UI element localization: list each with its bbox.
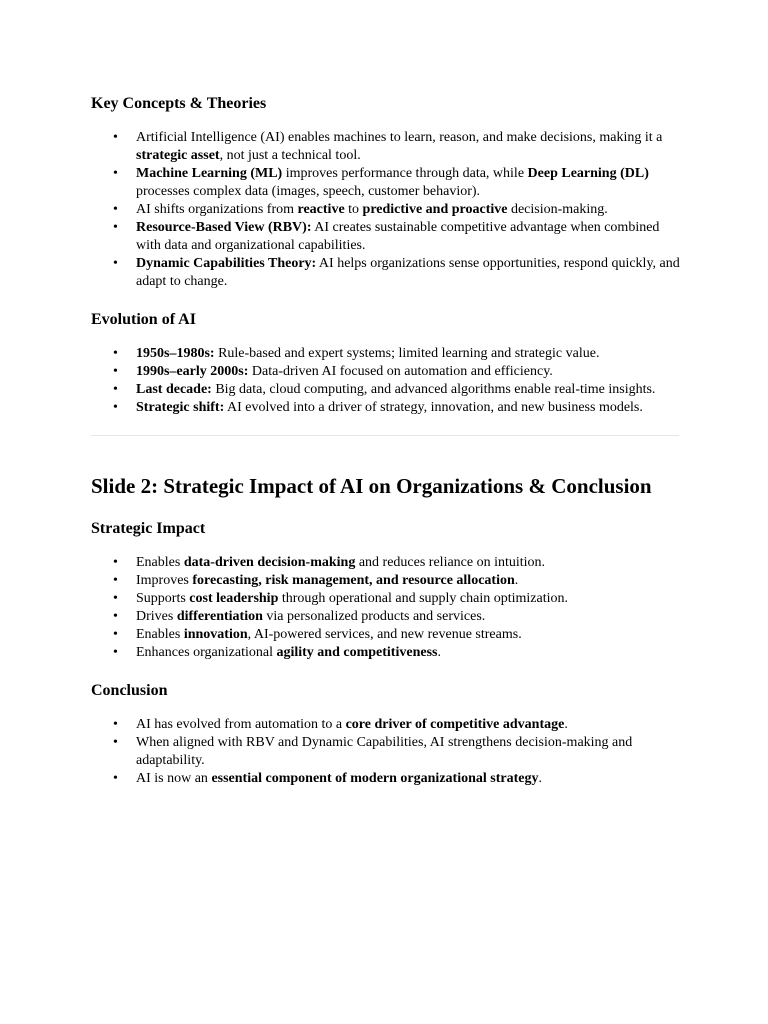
text-run: through operational and supply chain optimization.: [278, 591, 569, 606]
text-run: to: [344, 202, 363, 217]
bold-text: Machine Learning (ML): [136, 166, 283, 181]
list-item: [91, 590, 681, 608]
conclusion-list: [91, 716, 681, 788]
list-item: [91, 554, 681, 572]
text-run: Enables: [136, 555, 184, 570]
text-run: AI shifts organizations from: [136, 202, 298, 217]
text-run: .: [538, 771, 542, 786]
strategic-impact-list: [91, 554, 681, 662]
text-run: Enables: [136, 627, 184, 642]
bold-text: forecasting, risk management, and resource allocation: [192, 573, 515, 588]
text-run: AI helps organizations sense opportunities, respond quickly, and adapt to change.: [136, 256, 680, 289]
text-run: Drives: [136, 609, 177, 624]
key-concepts-list: [91, 129, 681, 291]
text-run: decision-making.: [507, 202, 608, 217]
bold-text: Last decade:: [136, 382, 212, 397]
text-run: processes complex data (images, speech, customer behavior).: [136, 184, 481, 199]
bold-text: Resource-Based View (RBV):: [136, 220, 312, 235]
section-heading-evolution: Evolution of AI: [91, 311, 196, 328]
list-item: [91, 626, 681, 644]
section-heading-conclusion: Conclusion: [91, 682, 168, 699]
list-item: [91, 201, 681, 219]
text-run: Supports: [136, 591, 190, 606]
bold-text: reactive: [297, 202, 345, 217]
text-run: Big data, cloud computing, and advanced algorithms enable real-time insights.: [211, 382, 656, 397]
text-run: and reduces reliance on intuition.: [355, 555, 546, 570]
text-run: , AI-powered services, and new revenue streams.: [247, 627, 522, 642]
list-item: [91, 219, 681, 255]
text-run: improves performance through data, while: [282, 166, 528, 181]
list-item: [91, 345, 681, 363]
list-item: [91, 716, 681, 734]
text-run: , not just a technical tool.: [219, 148, 361, 163]
bold-text: differentiation: [176, 609, 263, 624]
text-run: AI creates sustainable competitive advantage when combined with data and organizational capabilities.: [136, 220, 660, 253]
bold-text: 1990s–early 2000s:: [136, 364, 249, 379]
text-run: Rule-based and expert systems; limited learning and strategic value.: [214, 346, 600, 361]
text-run: Enhances organizational: [136, 645, 277, 660]
list-item: [91, 608, 681, 626]
list-item: [91, 129, 681, 165]
bold-text: cost leadership: [189, 591, 279, 606]
text-run: .: [437, 645, 441, 660]
text-run: .: [564, 717, 568, 732]
text-run: .: [514, 573, 519, 588]
list-item: [91, 363, 681, 381]
slide-title: Slide 2: Strategic Impact of AI on Organizations & Conclusion: [91, 474, 652, 498]
section-heading-strategic-impact: Strategic Impact: [91, 520, 206, 537]
list-item: [91, 399, 681, 417]
text-run: Data-driven AI focused on automation and efficiency.: [248, 364, 553, 379]
bold-text: innovation: [183, 627, 248, 642]
text-run: AI has evolved from automation to a: [136, 717, 346, 732]
evolution-list: [91, 345, 681, 417]
text-run: When aligned with RBV and Dynamic Capabilities, AI strengthens decision-making and adaptability.: [136, 735, 633, 768]
bold-text: Dynamic Capabilities Theory:: [136, 256, 317, 271]
bold-text: strategic asset: [136, 148, 220, 163]
list-item: [91, 572, 681, 590]
text-run: AI evolved into a driver of strategy, innovation, and new business models.: [224, 400, 643, 415]
list-item: [91, 770, 681, 788]
bold-text: Strategic shift:: [136, 400, 225, 415]
bold-text: data-driven decision-making: [183, 555, 356, 570]
section-heading-key-concepts: Key Concepts & Theories: [91, 95, 267, 112]
bold-text: core driver of competitive advantage: [345, 717, 565, 732]
list-item: [91, 255, 681, 291]
text-run: via personalized products and services.: [262, 609, 486, 624]
text-run: AI is now an: [136, 771, 212, 786]
document-content: [91, 92, 681, 788]
bold-text: 1950s–1980s:: [136, 346, 215, 361]
bold-text: Deep Learning (DL): [527, 166, 649, 181]
list-item: [91, 734, 681, 770]
list-item: [91, 644, 681, 662]
text-run: Artificial Intelligence (AI) enables machines to learn, reason, and make decisions, making it a: [136, 130, 663, 145]
bold-text: agility and competitiveness: [276, 645, 438, 660]
list-item: [91, 165, 681, 201]
section-divider: [91, 435, 679, 436]
text-run: Improves: [136, 573, 193, 588]
list-item: [91, 381, 681, 399]
bold-text: essential component of modern organizational strategy: [211, 771, 539, 786]
bold-text: predictive and proactive: [362, 202, 508, 217]
